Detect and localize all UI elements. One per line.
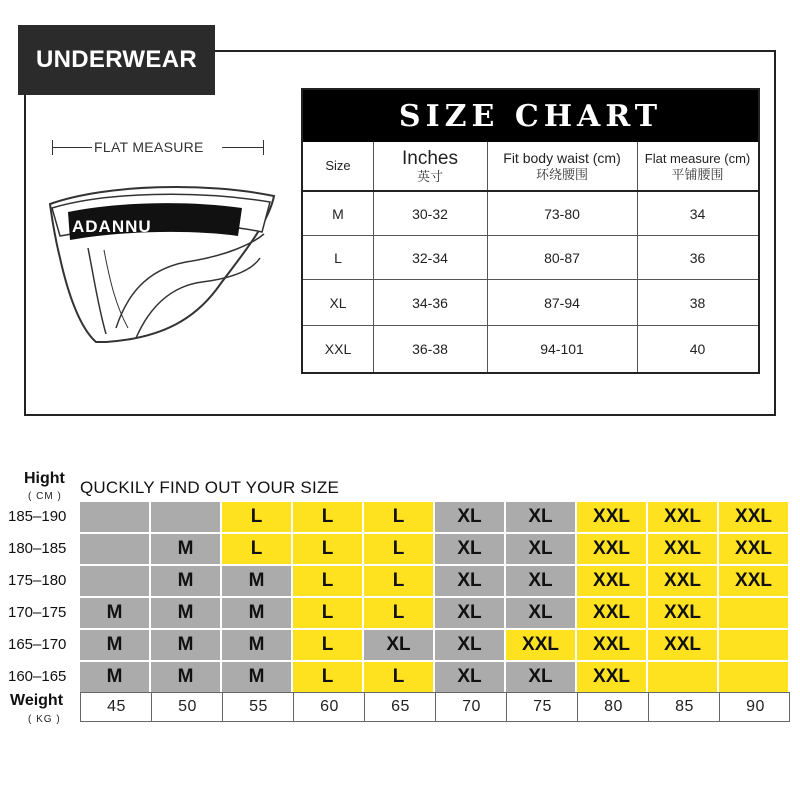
size-result-cell: L	[364, 598, 433, 628]
height-range-label: 160–165	[8, 668, 67, 685]
weight-value: 50	[178, 698, 197, 715]
size-result-cell	[80, 502, 149, 532]
flat-cell: 40	[689, 341, 706, 357]
weight-separator	[364, 693, 365, 721]
size-cell: XXL	[324, 341, 352, 357]
weight-separator	[222, 693, 223, 721]
underwear-brief-icon	[46, 178, 278, 346]
size-cell: XL	[329, 294, 347, 311]
weight-value: 90	[746, 698, 765, 715]
weight-separator	[506, 693, 507, 721]
size-result-cell: XXL	[577, 502, 646, 532]
size-result-cell: L	[293, 534, 362, 564]
size-result-cell: XL	[506, 566, 575, 596]
size-result-cell: XL	[435, 534, 504, 564]
size-result-cell: L	[364, 502, 433, 532]
height-range-label: 175–180	[8, 572, 67, 589]
size-result-cell: XXL	[648, 566, 717, 596]
size-result-cell: XXL	[577, 630, 646, 660]
inches-cell: 34-36	[412, 294, 448, 311]
size-result-cell: XL	[435, 566, 504, 596]
size-result-cell: M	[151, 534, 220, 564]
weight-value: 70	[462, 698, 481, 715]
inches-cell: 30-32	[412, 206, 448, 222]
waist-cell: 80-87	[544, 250, 580, 266]
size-result-cell: XL	[435, 598, 504, 628]
size-chart-table	[301, 88, 760, 374]
size-result-cell	[151, 502, 220, 532]
size-result-cell: XL	[506, 662, 575, 692]
weight-row	[80, 692, 790, 722]
size-result-cell	[80, 566, 149, 596]
size-result-cell: XXL	[577, 566, 646, 596]
size-result-cell: L	[293, 662, 362, 692]
weight-separator	[293, 693, 294, 721]
size-result-cell: XXL	[506, 630, 575, 660]
size-result-cell: XL	[435, 662, 504, 692]
size-result-cell: XXL	[719, 566, 788, 596]
size-result-cell: M	[151, 630, 220, 660]
size-result-cell: M	[222, 566, 291, 596]
height-unit: ( CM )	[28, 491, 62, 502]
size-result-cell: L	[293, 598, 362, 628]
weight-separator	[151, 693, 152, 721]
size-result-cell: L	[293, 566, 362, 596]
height-range-label: 180–185	[8, 540, 67, 557]
size-result-cell: M	[80, 662, 149, 692]
weight-separator	[435, 693, 436, 721]
size-result-cell	[719, 662, 788, 692]
flat-measure-indicator	[52, 137, 264, 159]
size-result-cell: L	[222, 502, 291, 532]
header-inches: Inches 英寸	[402, 148, 458, 184]
size-result-cell: XL	[506, 502, 575, 532]
size-result-cell: M	[80, 630, 149, 660]
weight-axis-label: Weight	[10, 692, 64, 709]
size-result-cell: L	[222, 534, 291, 564]
size-result-cell: M	[222, 630, 291, 660]
size-chart-title: SIZE CHART	[303, 90, 758, 142]
size-result-cell: L	[293, 630, 362, 660]
flat-cell: 38	[689, 294, 706, 311]
header-fit-body-waist: Fit body waist (cm) 环绕腰围	[503, 150, 621, 182]
size-result-cell: L	[364, 566, 433, 596]
size-result-cell: M	[222, 662, 291, 692]
weight-value: 45	[107, 698, 126, 715]
weight-value: 80	[604, 698, 623, 715]
size-result-cell: XL	[506, 534, 575, 564]
waist-cell: 87-94	[544, 294, 580, 311]
size-result-cell	[719, 598, 788, 628]
size-result-cell: M	[151, 566, 220, 596]
height-range-label: 165–170	[8, 636, 67, 653]
inches-cell: 32-34	[412, 250, 448, 266]
weight-value: 60	[320, 698, 339, 715]
header-flat-measure: Flat measure (cm) 平铺腰围	[644, 150, 751, 182]
weight-value: 55	[249, 698, 268, 715]
weight-value: 75	[533, 698, 552, 715]
size-result-cell: M	[222, 598, 291, 628]
weight-unit: ( KG )	[28, 714, 61, 725]
height-range-label: 170–175	[8, 604, 67, 621]
size-result-cell: XL	[506, 598, 575, 628]
size-cell: M	[332, 206, 344, 222]
flat-measure-label: FLAT MEASURE	[94, 139, 204, 155]
size-result-cell	[80, 534, 149, 564]
flat-cell: 34	[689, 206, 706, 222]
size-result-cell: M	[151, 598, 220, 628]
waist-cell: 73-80	[544, 206, 580, 222]
size-result-cell	[648, 662, 717, 692]
header-size: Size	[325, 158, 351, 173]
size-result-cell: XXL	[648, 534, 717, 564]
weight-separator	[577, 693, 578, 721]
weight-separator	[719, 693, 720, 721]
size-result-cell: XL	[364, 630, 433, 660]
size-cell: L	[334, 250, 342, 266]
size-result-cell: XXL	[648, 630, 717, 660]
size-result-cell: L	[293, 502, 362, 532]
finder-title: QUCKILY FIND OUT YOUR SIZE	[80, 478, 339, 497]
size-result-cell: M	[151, 662, 220, 692]
waist-cell: 94-101	[540, 341, 584, 357]
size-result-cell: XXL	[577, 534, 646, 564]
size-result-cell: L	[364, 662, 433, 692]
flat-cell: 36	[689, 250, 706, 266]
weight-separator	[648, 693, 649, 721]
size-result-cell: XXL	[719, 534, 788, 564]
size-result-cell: XL	[435, 502, 504, 532]
size-result-cell: XXL	[648, 502, 717, 532]
size-result-cell: XXL	[577, 598, 646, 628]
weight-value: 85	[675, 698, 694, 715]
size-result-cell: XXL	[719, 502, 788, 532]
size-result-cell: XL	[435, 630, 504, 660]
size-result-cell: M	[80, 598, 149, 628]
size-result-cell	[719, 630, 788, 660]
category-badge: UNDERWEAR	[18, 25, 215, 95]
weight-value: 65	[391, 698, 410, 715]
inches-cell: 36-38	[412, 341, 448, 357]
height-axis-label: Hight	[24, 470, 65, 487]
svg-text:ADANNU: ADANNU	[72, 217, 152, 236]
size-result-cell: XXL	[648, 598, 717, 628]
height-range-label: 185–190	[8, 508, 67, 525]
size-result-cell: L	[364, 534, 433, 564]
size-result-cell: XXL	[577, 662, 646, 692]
